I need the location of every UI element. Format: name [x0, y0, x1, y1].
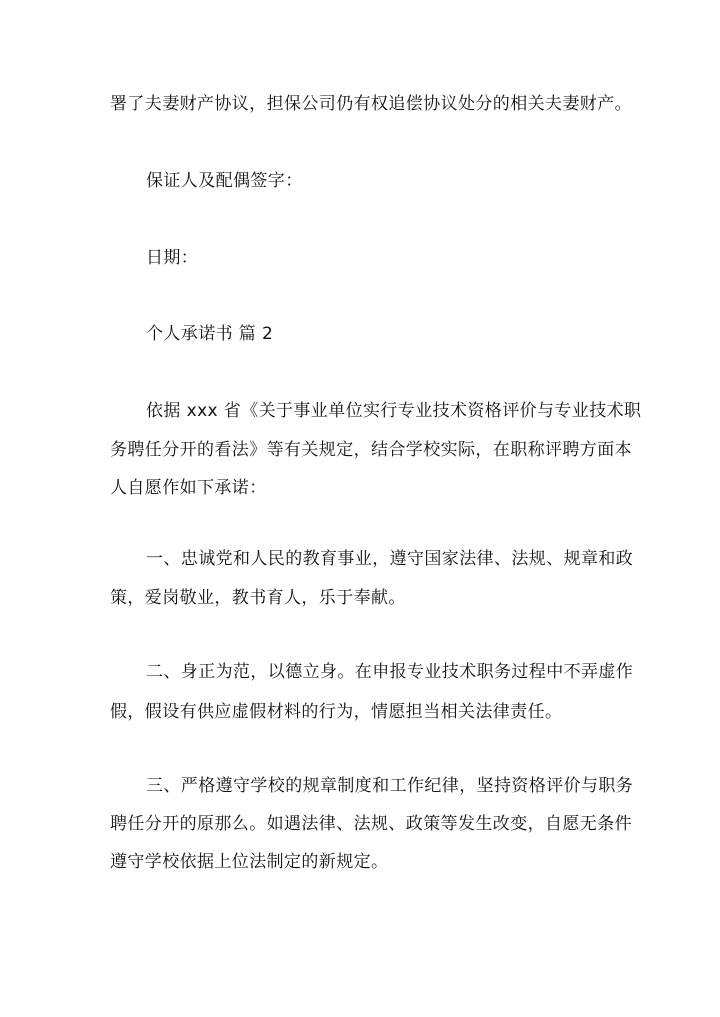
- date-label: 日期：: [146, 248, 199, 268]
- paragraph-1-line-3: 人自愿作如下承诺：: [110, 478, 267, 498]
- paragraph-2-line-2: 策，爱岗敬业，教书育人，乐于奉献。: [110, 588, 406, 608]
- paragraph-3-line-2: 假，假设有供应虚假材料的行为，情愿担当相关法律责任。: [110, 702, 563, 722]
- paragraph-1-line-1: 依据 xxx 省《关于事业单位实行专业技术资格评价与专业技术职: [146, 401, 642, 421]
- section-heading: 个人承诺书 篇 2: [146, 324, 274, 344]
- paragraph-1-line-2: 务聘任分开的看法》等有关规定，结合学校实际，在职称评聘方面本: [110, 440, 632, 460]
- paragraph-3-line-1: 二、身正为范，以德立身。在申报专业技术职务过程中不弄虚作: [146, 662, 634, 682]
- paragraph-4-line-3: 遵守学校依据上位法制定的新规定。: [110, 852, 389, 872]
- text-line-1: 署了夫妻财产协议，担保公司仍有权追偿协议处分的相关夫妻财产。: [110, 94, 632, 114]
- paragraph-2-line-1: 一、忠诚党和人民的教育事业，遵守国家法律、法规、规章和政: [146, 549, 634, 569]
- signature-label: 保证人及配偶签字：: [146, 171, 303, 191]
- paragraph-4-line-2: 聘任分开的原那么。如遇法律、法规、政策等发生改变，自愿无条件: [110, 814, 632, 834]
- paragraph-4-line-1: 三、严格遵守学校的规章制度和工作纪律，坚持资格评价与职务: [146, 776, 634, 796]
